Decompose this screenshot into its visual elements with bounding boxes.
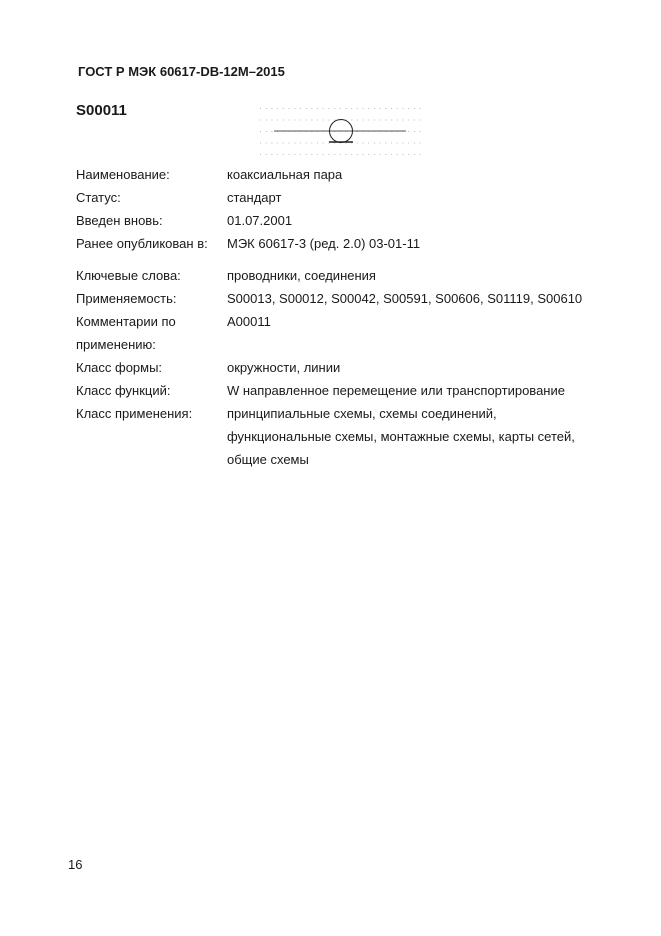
property-label: Класс функций:: [76, 383, 171, 398]
property-value: МЭК 60617-3 (ред. 2.0) 03-01-11: [227, 236, 421, 251]
property-label: Класс применения:: [76, 406, 193, 421]
property-label: Введен вновь:: [76, 213, 163, 228]
symbol-id: S00011: [76, 102, 127, 119]
property-introduced: [76, 209, 616, 232]
property-previously-published: [76, 232, 616, 255]
standard-header: ГОСТ Р МЭК 60617-DB-12M–2015: [78, 64, 285, 79]
property-label: Класс формы:: [76, 360, 163, 375]
property-value: A00011: [227, 314, 271, 329]
property-label: Наименование:: [76, 167, 170, 182]
property-value: принципиальные схемы, схемы соединений, функциональные схемы, монтажные схемы, карты сетей, общие схемы: [227, 406, 575, 467]
property-label: Статус:: [76, 190, 121, 205]
property-name: [76, 163, 616, 186]
property-keywords: [76, 264, 616, 287]
property-comments: [76, 310, 616, 356]
coaxial-pair-symbol: [252, 100, 428, 162]
property-value: S00013, S00012, S00042, S00591, S00606, S01119, S00610: [227, 291, 583, 306]
property-value: W направленное перемещение или транспортирование: [227, 383, 565, 398]
property-label: Применяемость:: [76, 291, 177, 306]
property-function-class: [76, 379, 616, 402]
property-value: стандарт: [227, 190, 282, 205]
property-value: коаксиальная пара: [227, 167, 343, 182]
page-number: 16: [68, 857, 83, 872]
symbol-properties: [76, 163, 616, 471]
property-label: Ранее опубликован в:: [76, 236, 208, 251]
property-value: окружности, линии: [227, 360, 341, 375]
property-value: проводники, соединения: [227, 268, 376, 283]
property-label: Ключевые слова:: [76, 268, 181, 283]
property-application-class: [76, 402, 616, 471]
property-shape-class: [76, 356, 616, 379]
property-value: 01.07.2001: [227, 213, 293, 228]
property-status: [76, 186, 616, 209]
property-applicability: [76, 287, 616, 310]
property-label: Комментарии по применению:: [76, 314, 176, 352]
